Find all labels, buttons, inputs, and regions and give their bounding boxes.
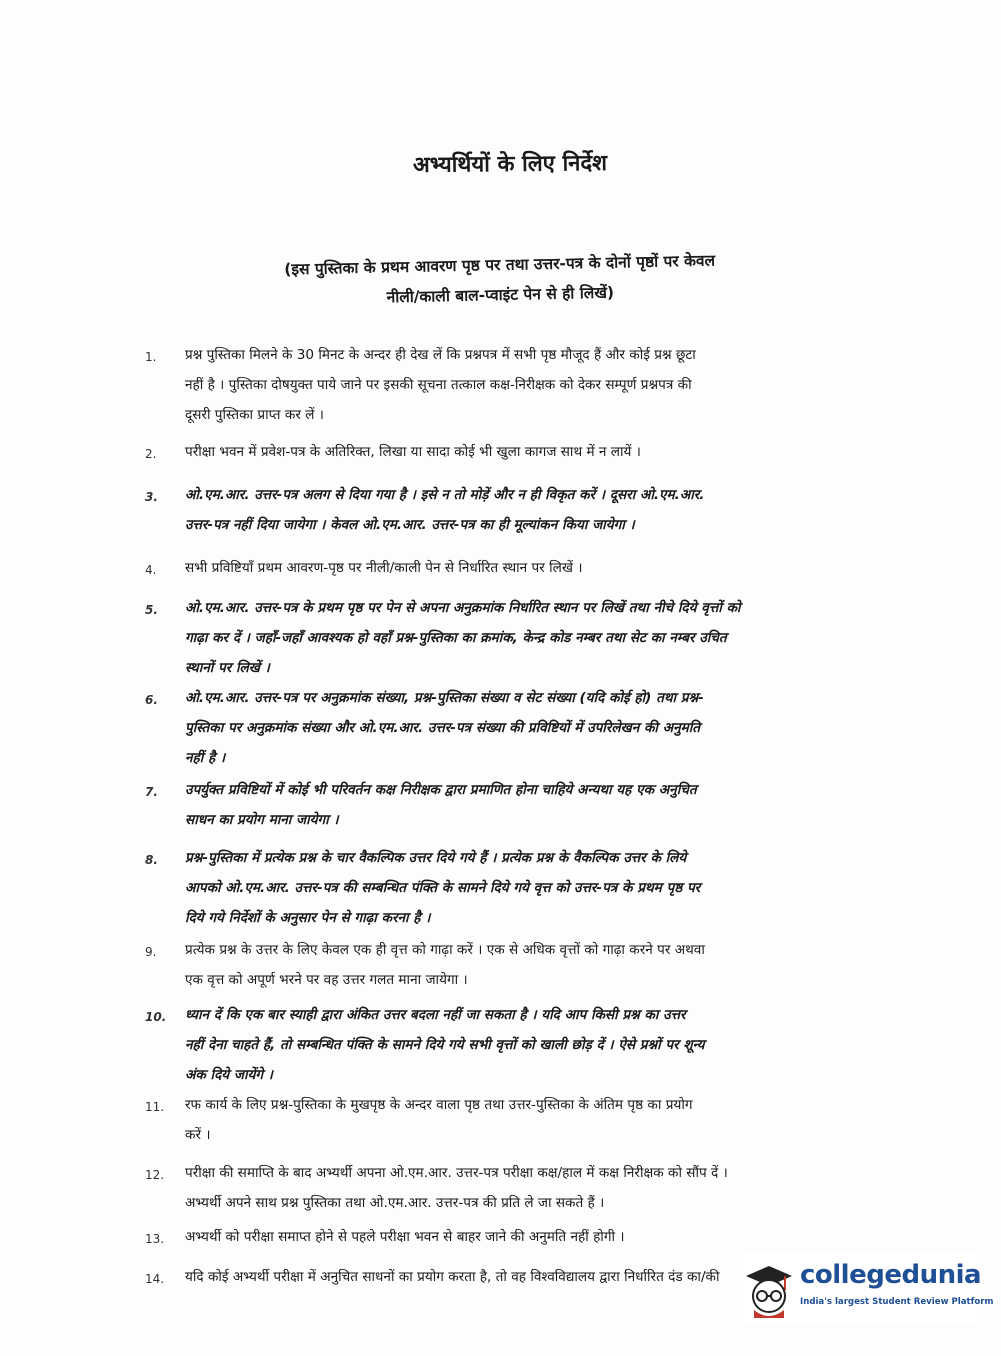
subtitle bbox=[199, 244, 800, 317]
instruction-line: दूसरी पुस्तिका प्राप्त कर लें । bbox=[185, 407, 324, 423]
instruction-number: 6. bbox=[145, 693, 158, 707]
instruction-line: प्रश्न पुस्तिका मिलने के 30 मिनट के अन्दर ही देख लें कि प्रश्नपत्र में सभी पृष्ठ मौजूद हैं और कोई प्रश्न छूटा bbox=[185, 347, 696, 363]
graduate-mascot-icon bbox=[744, 1264, 794, 1318]
instruction-number: 13. bbox=[145, 1232, 165, 1246]
subtitle-line-1: (इस पुस्तिका के प्रथम आवरण पृष्ठ पर तथा उत्तर-पत्र के दोनों पृष्ठों पर केवल bbox=[284, 251, 716, 279]
instruction-line: उत्तर-पत्र नहीं दिया जायेगा । केवल ओ.एम.आर. उत्तर-पत्र का ही मूल्यांकन किया जायेगा । bbox=[185, 517, 635, 533]
instruction-line: करें । bbox=[185, 1127, 211, 1143]
instruction-line: ओ.एम.आर. उत्तर-पत्र पर अनुक्रमांक संख्या, प्रश्न-पुस्तिका संख्या व सेट संख्या (यदि कोई हो) तथा प्रश्न- bbox=[185, 690, 704, 706]
instruction-line: साधन का प्रयोग माना जायेगा । bbox=[185, 812, 339, 828]
instruction-line: अभ्यर्थी को परीक्षा समाप्त होने से पहले परीक्षा भवन से बाहर जाने की अनुमति नहीं होगी । bbox=[185, 1229, 625, 1245]
instruction-number: 3. bbox=[145, 490, 158, 504]
subtitle-line-2: नीली/काली बाल-प्वाइंट पेन से ही लिखें) bbox=[386, 283, 615, 307]
instruction-line: परीक्षा की समाप्ति के बाद अभ्यर्थी अपना ओ.एम.आर. उत्तर-पत्र परीक्षा कक्ष/हाल में कक्ष निरीक्षक को सौंप दें । bbox=[185, 1165, 728, 1181]
instruction-number: 4. bbox=[145, 563, 157, 577]
instruction-number: 14. bbox=[145, 1272, 165, 1286]
instruction-line: आपको ओ.एम.आर. उत्तर-पत्र की सम्बन्धित पंक्ति के सामने दिये गये वृत्त को उत्तर-पत्र के प्रथम पृष्ठ पर bbox=[185, 880, 701, 896]
instruction-line: यदि कोई अभ्यर्थी परीक्षा में अनुचित साधनों का प्रयोग करता है, तो वह विश्वविद्यालय द्वारा निर्धारित दंड का/की bbox=[185, 1269, 720, 1285]
instruction-line: अंक दिये जायेंगे । bbox=[185, 1067, 273, 1083]
instruction-line: एक वृत्त को अपूर्ण भरने पर वह उत्तर गलत माना जायेगा । bbox=[185, 972, 468, 988]
instruction-line: सभी प्रविष्टियाँ प्रथम आवरण-पृष्ठ पर नीली/काली पेन से निर्धारित स्थान पर लिखें । bbox=[185, 560, 583, 576]
page-title: अभ्यर्थियों के लिए निर्देश bbox=[412, 150, 608, 179]
instruction-number: 10. bbox=[145, 1010, 167, 1024]
watermark-name: collegedunia bbox=[800, 1260, 982, 1290]
instruction-line: ओ.एम.आर. उत्तर-पत्र अलग से दिया गया है । इसे न तो मोड़ें और न ही विकृत करें । दूसरा ओ.एम.आर. bbox=[185, 487, 705, 503]
collegedunia-watermark bbox=[742, 1252, 994, 1324]
instruction-line: दिये गये निर्देशों के अनुसार पेन से गाढ़ा करना है । bbox=[185, 910, 431, 926]
instruction-number: 7. bbox=[145, 785, 158, 799]
instruction-number: 5. bbox=[145, 603, 158, 617]
instruction-line: स्थानों पर लिखें । bbox=[185, 660, 270, 676]
instruction-number: 1. bbox=[145, 350, 157, 364]
instruction-line: ध्यान दें कि एक बार स्याही द्वारा अंकित उत्तर बदला नहीं जा सकता है । यदि आप किसी प्रश्न का उत्तर bbox=[185, 1007, 686, 1023]
instruction-line: प्रश्न-पुस्तिका में प्रत्येक प्रश्न के चार वैकल्पिक उत्तर दिये गये हैं । प्रत्येक प्रश्न के वैकल्पिक उत्तर के लिये bbox=[185, 850, 687, 866]
instruction-line: प्रत्येक प्रश्न के उत्तर के लिए केवल एक ही वृत्त को गाढ़ा करें । एक से अधिक वृत्तों को गाढ़ा करने पर अथवा bbox=[185, 942, 705, 958]
instruction-number: 11. bbox=[145, 1100, 165, 1114]
instruction-line: नहीं देना चाहते हैं, तो सम्बन्धित पंक्ति के सामने दिये गये सभी वृत्तों को खाली छोड़ दें । ऐसे प्रश्नों पर शून्य bbox=[185, 1037, 705, 1053]
instruction-number: 12. bbox=[145, 1168, 165, 1182]
instruction-number: 8. bbox=[145, 853, 158, 867]
instruction-line: अभ्यर्थी अपने साथ प्रश्न पुस्तिका तथा ओ.एम.आर. उत्तर-पत्र की प्रति ले जा सकते हैं । bbox=[185, 1195, 605, 1211]
instruction-line: पुस्तिका पर अनुक्रमांक संख्या और ओ.एम.आर. उत्तर-पत्र संख्या की प्रविष्टियों में उपरिलेखन की अनुमति bbox=[185, 720, 701, 736]
instruction-line: उपर्युक्त प्रविष्टियों में कोई भी परिवर्तन कक्ष निरीक्षक द्वारा प्रमाणित होना चाहिये अन्यथा यह एक अनुचित bbox=[185, 782, 697, 798]
instruction-number: 2. bbox=[145, 447, 157, 461]
instruction-line: परीक्षा भवन में प्रवेश-पत्र के अतिरिक्त, लिखा या सादा कोई भी खुला कागज साथ में न लायें । bbox=[185, 444, 641, 460]
instruction-line: गाढ़ा कर दें । जहाँ-जहाँ आवश्यक हो वहाँ प्रश्न-पुस्तिका का क्रमांक, केन्द्र कोड नम्बर तथा सेट का नम्बर उचित bbox=[185, 630, 727, 646]
instruction-line: रफ कार्य के लिए प्रश्न-पुस्तिका के मुखपृष्ठ के अन्दर वाला पृष्ठ तथा उत्तर-पुस्तिका के अंतिम पृष्ठ का प्रयोग bbox=[185, 1097, 693, 1113]
instruction-number: 9. bbox=[145, 945, 157, 959]
instruction-line: नहीं है । bbox=[185, 750, 226, 766]
watermark-tagline: India's largest Student Review Platform bbox=[800, 1297, 994, 1307]
instruction-line: ओ.एम.आर. उत्तर-पत्र के प्रथम पृष्ठ पर पेन से अपना अनुक्रमांक निर्धारित स्थान पर लिखें तथा नीचे दिये वृत्तों को bbox=[185, 600, 741, 616]
instruction-line: नहीं है । पुस्तिका दोषयुक्त पाये जाने पर इसकी सूचना तत्काल कक्ष-निरीक्षक को देकर सम्पूर्ण प्रश्नपत्र की bbox=[185, 377, 692, 393]
